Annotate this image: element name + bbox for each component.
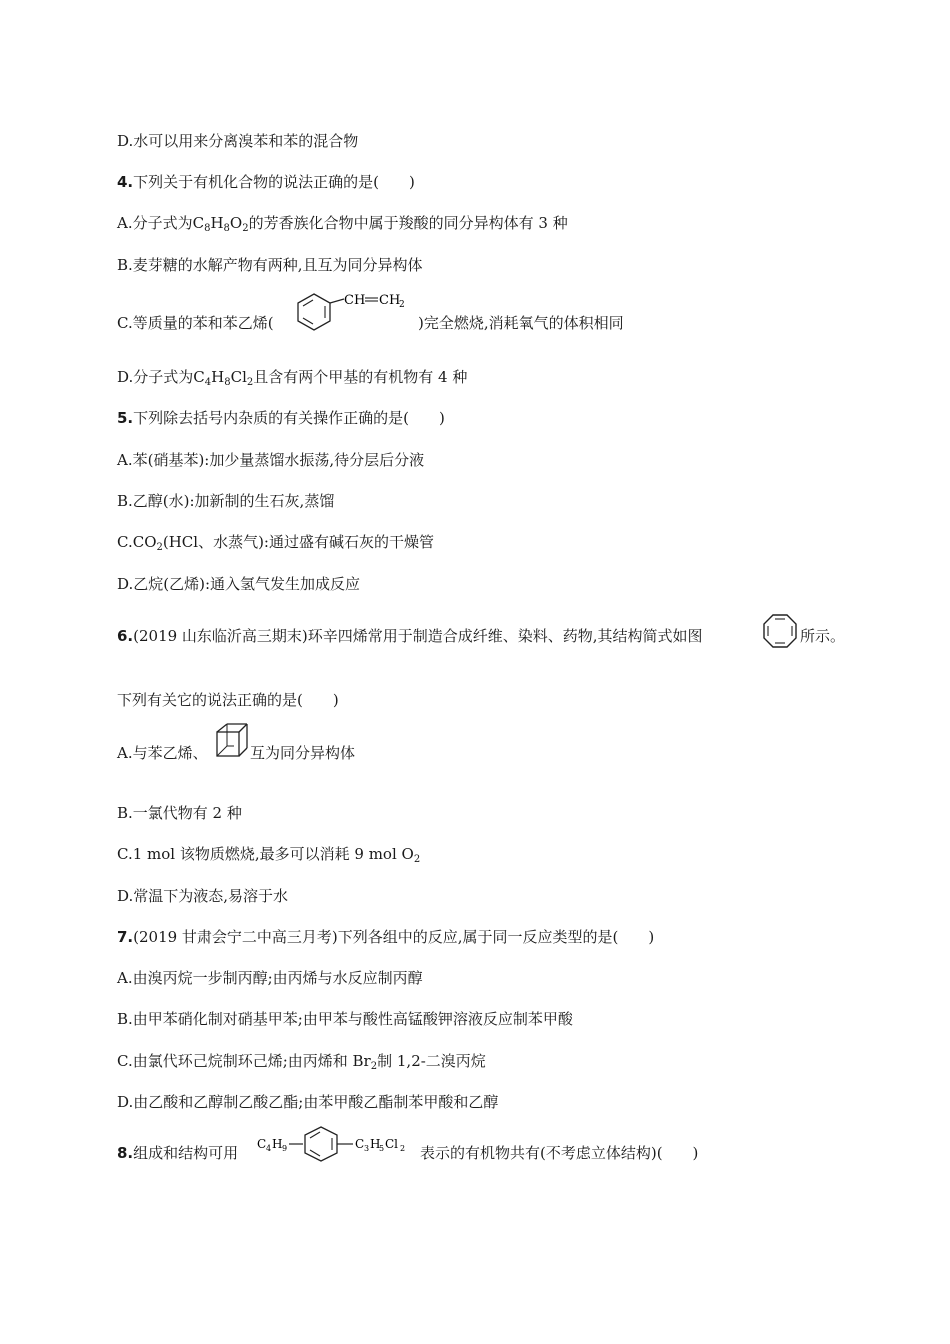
question-text: 下列有关它的说法正确的是( ) — [117, 691, 339, 709]
question-text: (2019 山东临沂高三期末)环辛四烯常用于制造合成纤维、染料、药物,其结构简式如图 — [133, 627, 703, 645]
styrene-structure-diagram — [292, 288, 416, 342]
q4-option-b — [117, 255, 423, 275]
q6-option-c — [117, 844, 420, 864]
q5-option-d — [117, 574, 360, 594]
subscript: 2 — [246, 377, 254, 388]
question-number: 5. — [117, 409, 134, 427]
option-text: D.常温下为液态,易溶于水 — [117, 887, 289, 905]
option-text: 制 1,2-二溴丙烷 — [377, 1052, 486, 1070]
subscript: 8 — [224, 377, 231, 388]
structure-label: C — [257, 1137, 267, 1151]
q6-option-a-tail — [250, 743, 355, 763]
option-text: C.由氯代环己烷制环己烯;由丙烯和 Br — [117, 1052, 371, 1070]
structure-label: H — [272, 1137, 283, 1151]
question-7 — [117, 927, 654, 947]
structure-subscript: 9 — [282, 1144, 288, 1153]
structure-subscript: 4 — [266, 1144, 272, 1153]
option-text: C.等质量的苯和苯乙烯( — [117, 314, 274, 332]
option-text: (HCl、水蒸气):通过盛有碱石灰的干燥管 — [162, 533, 434, 551]
structure-subscript: 2 — [400, 1144, 406, 1153]
option-d-line — [117, 131, 358, 151]
subscript: 2 — [156, 542, 163, 553]
q6-option-d — [117, 886, 288, 906]
subscript: 2 — [413, 854, 421, 865]
question-5 — [117, 408, 445, 428]
formula-text: H — [211, 368, 225, 386]
option-text: 互为同分异构体 — [250, 744, 356, 762]
option-text: D.由乙酸和乙醇制乙酸乙酯;由苯甲酸乙酯制苯甲酸和乙醇 — [117, 1093, 499, 1111]
question-number: 7. — [117, 928, 134, 946]
q4-option-a — [117, 213, 568, 233]
question-6-line2 — [117, 690, 339, 710]
question-4 — [117, 172, 415, 192]
option-text: B.由甲苯硝化制对硝基甲苯;由甲苯与酸性高锰酸钾溶液反应制苯甲酸 — [117, 1010, 573, 1028]
q5-option-a — [117, 450, 424, 470]
formula-text: A.分子式为C — [117, 214, 205, 232]
option-text: )完全燃烧,消耗氧气的体积相同 — [418, 314, 624, 332]
formula-text: D.分子式为C — [117, 368, 205, 386]
option-text: A.与苯乙烯、 — [117, 744, 208, 762]
q5-option-b — [117, 491, 334, 511]
q4-option-c-tail — [418, 313, 624, 333]
q7-option-d — [117, 1092, 498, 1112]
subscript: 2 — [242, 223, 249, 234]
q6-option-a — [117, 743, 208, 763]
question-6 — [117, 626, 703, 646]
question-text: 表示的有机物共有(不考虑立体结构)( ) — [420, 1144, 699, 1162]
question-number: 6. — [117, 627, 134, 645]
question-number: 4. — [117, 173, 134, 191]
option-text: D.水可以用来分离溴苯和苯的混合物 — [117, 132, 359, 150]
option-text: A.苯(硝基苯):加少量蒸馏水振荡,待分层后分液 — [117, 451, 425, 469]
option-text: B.麦芽糖的水解产物有两种,且互为同分异构体 — [117, 256, 423, 274]
option-text: 且含有两个甲基的有机物有 4 种 — [253, 368, 468, 386]
formula-text: Cl — [230, 368, 247, 386]
q5-option-c — [117, 532, 434, 552]
option-text: C.1 mol 该物质燃烧,最多可以消耗 9 mol O — [117, 845, 414, 863]
q4-option-d — [117, 367, 467, 387]
structure-subscript: 2 — [399, 300, 405, 310]
question-number: 8. — [117, 1144, 134, 1162]
disubstituted-benzene-structure-diagram — [255, 1122, 415, 1166]
structure-label: C — [355, 1137, 365, 1151]
formula-text: C.CO — [117, 533, 157, 551]
formula-text: H — [210, 214, 224, 232]
subscript: 8 — [223, 223, 230, 234]
q4-option-c — [117, 313, 274, 333]
cyclooctatetraene-structure-diagram — [761, 612, 799, 650]
question-8 — [117, 1143, 238, 1163]
question-6-tail — [800, 626, 845, 646]
structure-label: Cl — [385, 1137, 399, 1151]
question-text: 下列关于有机化合物的说法正确的是( ) — [133, 173, 415, 191]
option-text: A.由溴丙烷一步制丙醇;由丙烯与水反应制丙醇 — [117, 969, 423, 987]
subscript: 8 — [204, 223, 211, 234]
cubane-structure-diagram — [214, 721, 250, 763]
subscript: 4 — [204, 377, 212, 388]
question-text: 所示。 — [800, 627, 846, 645]
subscript: 2 — [370, 1061, 378, 1072]
q7-option-a — [117, 968, 423, 988]
question-text: (2019 甘肃会宁二中高三月考)下列各组中的反应,属于同一反应类型的是( ) — [133, 928, 655, 946]
option-text: 的芳香族化合物中属于羧酸的同分异构体有 3 种 — [248, 214, 568, 232]
question-8-tail — [420, 1143, 698, 1163]
option-text: B.乙醇(水):加新制的生石灰,蒸馏 — [117, 492, 335, 510]
option-text: D.乙烷(乙烯):通入氢气发生加成反应 — [117, 575, 361, 593]
q7-option-c — [117, 1051, 486, 1071]
structure-label: CH — [379, 293, 401, 308]
structure-subscript: 5 — [379, 1144, 385, 1153]
q6-option-b — [117, 803, 242, 823]
formula-text: O — [229, 214, 243, 232]
structure-subscript: 3 — [364, 1144, 370, 1153]
question-text: 下列除去括号内杂质的有关操作正确的是( ) — [133, 409, 445, 427]
option-text: B.一氯代物有 2 种 — [117, 804, 242, 822]
q7-option-b — [117, 1009, 573, 1029]
question-text: 组成和结构可用 — [133, 1144, 239, 1162]
structure-label: CH — [344, 293, 366, 308]
structure-label: H — [370, 1137, 381, 1151]
